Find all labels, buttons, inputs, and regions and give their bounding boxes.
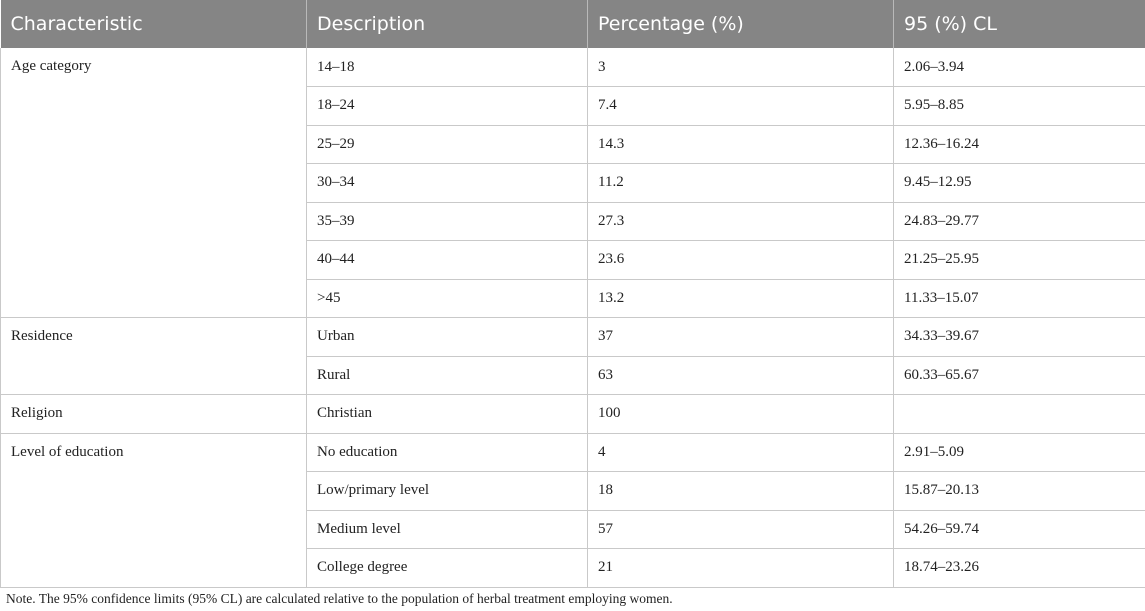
confidence-limits-cell: 34.33–39.67 [894, 318, 1145, 357]
confidence-limits-cell: 2.91–5.09 [894, 433, 1145, 472]
confidence-limits-cell: 15.87–20.13 [894, 472, 1145, 511]
percentage-cell: 21 [588, 549, 894, 588]
table-header [1, 0, 1145, 48]
confidence-limits-cell: 21.25–25.95 [894, 241, 1145, 280]
percentage-cell: 13.2 [588, 279, 894, 318]
table-row [1, 318, 1145, 357]
confidence-limits-cell [894, 395, 1145, 434]
table-row [1, 433, 1145, 472]
table-row [1, 395, 1145, 434]
percentage-cell: 57 [588, 510, 894, 549]
description-cell: No education [307, 433, 588, 472]
percentage-cell: 37 [588, 318, 894, 357]
description-cell: 18–24 [307, 87, 588, 126]
confidence-limits-cell: 18.74–23.26 [894, 549, 1145, 588]
description-cell: 35–39 [307, 202, 588, 241]
description-cell: Rural [307, 356, 588, 395]
confidence-limits-cell: 54.26–59.74 [894, 510, 1145, 549]
percentage-cell: 23.6 [588, 241, 894, 280]
percentage-cell: 100 [588, 395, 894, 434]
confidence-limits-cell: 9.45–12.95 [894, 164, 1145, 203]
description-cell: Low/primary level [307, 472, 588, 511]
description-cell: 14–18 [307, 48, 588, 87]
table-body [1, 48, 1145, 587]
header-characteristic: Characteristic [1, 0, 307, 48]
table-row [1, 48, 1145, 87]
description-cell: College degree [307, 549, 588, 588]
percentage-cell: 14.3 [588, 125, 894, 164]
characteristic-cell: Residence [1, 318, 307, 395]
header-row [1, 0, 1145, 48]
header-description: Description [307, 0, 588, 48]
description-cell: Medium level [307, 510, 588, 549]
table-note: Note. The 95% confidence limits (95% CL) are calculated relative to the population of herbal treatment employing women. [6, 591, 673, 606]
description-cell: 40–44 [307, 241, 588, 280]
characteristic-cell: Level of education [1, 433, 307, 587]
percentage-cell: 18 [588, 472, 894, 511]
percentage-cell: 63 [588, 356, 894, 395]
percentage-cell: 3 [588, 48, 894, 87]
confidence-limits-cell: 12.36–16.24 [894, 125, 1145, 164]
description-cell: Urban [307, 318, 588, 357]
header-confidence-limits: 95 (%) CL [894, 0, 1145, 48]
confidence-limits-cell: 11.33–15.07 [894, 279, 1145, 318]
characteristic-cell: Age category [1, 48, 307, 318]
description-cell: 30–34 [307, 164, 588, 203]
characteristic-cell: Religion [1, 395, 307, 434]
confidence-limits-cell: 2.06–3.94 [894, 48, 1145, 87]
percentage-cell: 7.4 [588, 87, 894, 126]
description-cell: Christian [307, 395, 588, 434]
description-cell: 25–29 [307, 125, 588, 164]
description-cell: >45 [307, 279, 588, 318]
header-percentage: Percentage (%) [588, 0, 894, 48]
percentage-cell: 4 [588, 433, 894, 472]
confidence-limits-cell: 5.95–8.85 [894, 87, 1145, 126]
percentage-cell: 11.2 [588, 164, 894, 203]
confidence-limits-cell: 24.83–29.77 [894, 202, 1145, 241]
confidence-limits-cell: 60.33–65.67 [894, 356, 1145, 395]
percentage-cell: 27.3 [588, 202, 894, 241]
